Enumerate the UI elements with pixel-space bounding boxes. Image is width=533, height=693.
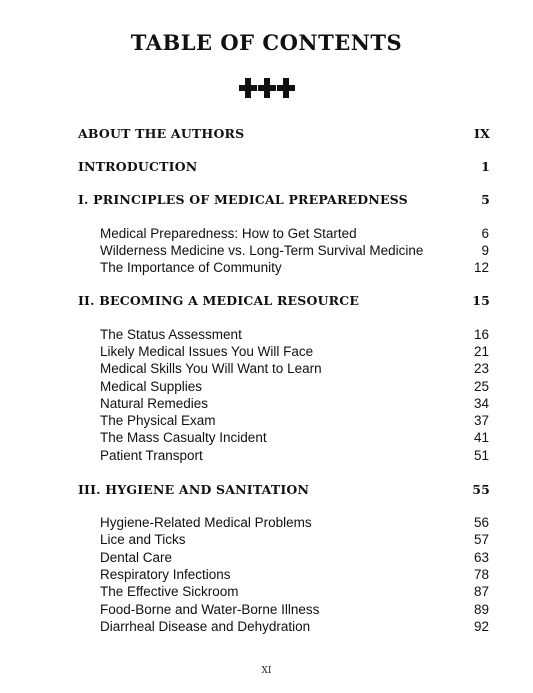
toc-entry[interactable]	[100, 567, 489, 584]
entry-page-number: 21	[473, 344, 489, 359]
entry-page-number: 89	[473, 602, 489, 617]
section-label: INTRODUCTION	[78, 159, 198, 174]
section-page-number: 55	[472, 482, 490, 497]
entry-page-number: 56	[473, 515, 489, 530]
entry-page-number: 9	[481, 243, 489, 258]
toc-entry[interactable]	[100, 226, 489, 243]
entry-page-number: 87	[473, 584, 489, 599]
entry-label: The Mass Casualty Incident	[100, 430, 267, 445]
toc-entry[interactable]	[100, 260, 489, 277]
entry-label: Medical Skills You Will Want to Learn	[100, 361, 322, 376]
toc-entry[interactable]	[100, 619, 489, 636]
page-folio: XI	[261, 666, 272, 676]
section-page-number: IX	[474, 126, 490, 141]
entry-label: Medical Preparedness: How to Get Started	[100, 226, 357, 241]
entry-label: Diarrheal Disease and Dehydration	[100, 619, 311, 634]
entry-label: Lice and Ticks	[100, 532, 186, 547]
entry-label: Hygiene-Related Medical Problems	[100, 515, 312, 530]
entry-label: The Status Assessment	[100, 327, 242, 342]
entry-label: Medical Supplies	[100, 379, 203, 394]
entry-page-number: 12	[473, 260, 489, 275]
toc-entry[interactable]	[100, 430, 489, 447]
section-label: I. PRINCIPLES OF MEDICAL PREPAREDNESS	[78, 192, 408, 207]
entry-page-number: 6	[481, 226, 489, 241]
page-title: TABLE OF CONTENTS	[130, 30, 403, 55]
entry-page-number: 92	[473, 619, 489, 634]
toc-entry[interactable]	[100, 327, 489, 344]
toc-entry[interactable]	[100, 396, 489, 413]
entry-page-number: 25	[473, 379, 489, 394]
toc-entry[interactable]	[100, 602, 489, 619]
toc-section-introduction[interactable]	[78, 159, 490, 177]
toc-entry[interactable]	[100, 243, 489, 260]
toc-section-about[interactable]	[78, 126, 490, 144]
toc-section-part-1[interactable]	[78, 192, 490, 210]
entry-page-number: 23	[473, 361, 489, 376]
entry-label: The Physical Exam	[100, 413, 216, 428]
section-page-number: 5	[481, 192, 490, 207]
entry-label: Patient Transport	[100, 448, 203, 463]
section-page-number: 15	[472, 293, 490, 308]
entry-page-number: 41	[473, 430, 489, 445]
entry-page-number: 51	[473, 448, 489, 463]
entry-label: Dental Care	[100, 550, 173, 565]
section-label: III. HYGIENE AND SANITATION	[78, 482, 310, 497]
toc-section-part-2[interactable]	[78, 293, 490, 311]
toc-entry[interactable]	[100, 344, 489, 361]
toc-entry[interactable]	[100, 584, 489, 601]
entry-page-number: 37	[473, 413, 489, 428]
entry-label: The Importance of Community	[100, 260, 282, 275]
entry-label: Wilderness Medicine vs. Long-Term Survival Medicine	[100, 243, 424, 258]
entry-label: Respiratory Infections	[100, 567, 231, 582]
toc-entry[interactable]	[100, 448, 489, 465]
entry-page-number: 63	[473, 550, 489, 565]
toc-section-part-3[interactable]	[78, 482, 490, 500]
entry-page-number: 57	[473, 532, 489, 547]
toc-entry[interactable]	[100, 361, 489, 378]
entry-page-number: 34	[473, 396, 489, 411]
entry-label: Likely Medical Issues You Will Face	[100, 344, 314, 359]
toc-entry[interactable]	[100, 550, 489, 567]
toc-entry[interactable]	[100, 379, 489, 396]
entry-label: Food-Borne and Water-Borne Illness	[100, 602, 320, 617]
entry-label: The Effective Sickroom	[100, 584, 239, 599]
section-label: ABOUT THE AUTHORS	[78, 126, 245, 141]
section-label: II. BECOMING A MEDICAL RESOURCE	[78, 293, 360, 308]
toc-entry[interactable]	[100, 413, 489, 430]
entry-page-number: 78	[473, 567, 489, 582]
entry-page-number: 16	[473, 327, 489, 342]
toc-entry[interactable]	[100, 515, 489, 532]
section-page-number: 1	[481, 159, 490, 174]
entry-label: Natural Remedies	[100, 396, 209, 411]
toc-entry[interactable]	[100, 532, 489, 549]
